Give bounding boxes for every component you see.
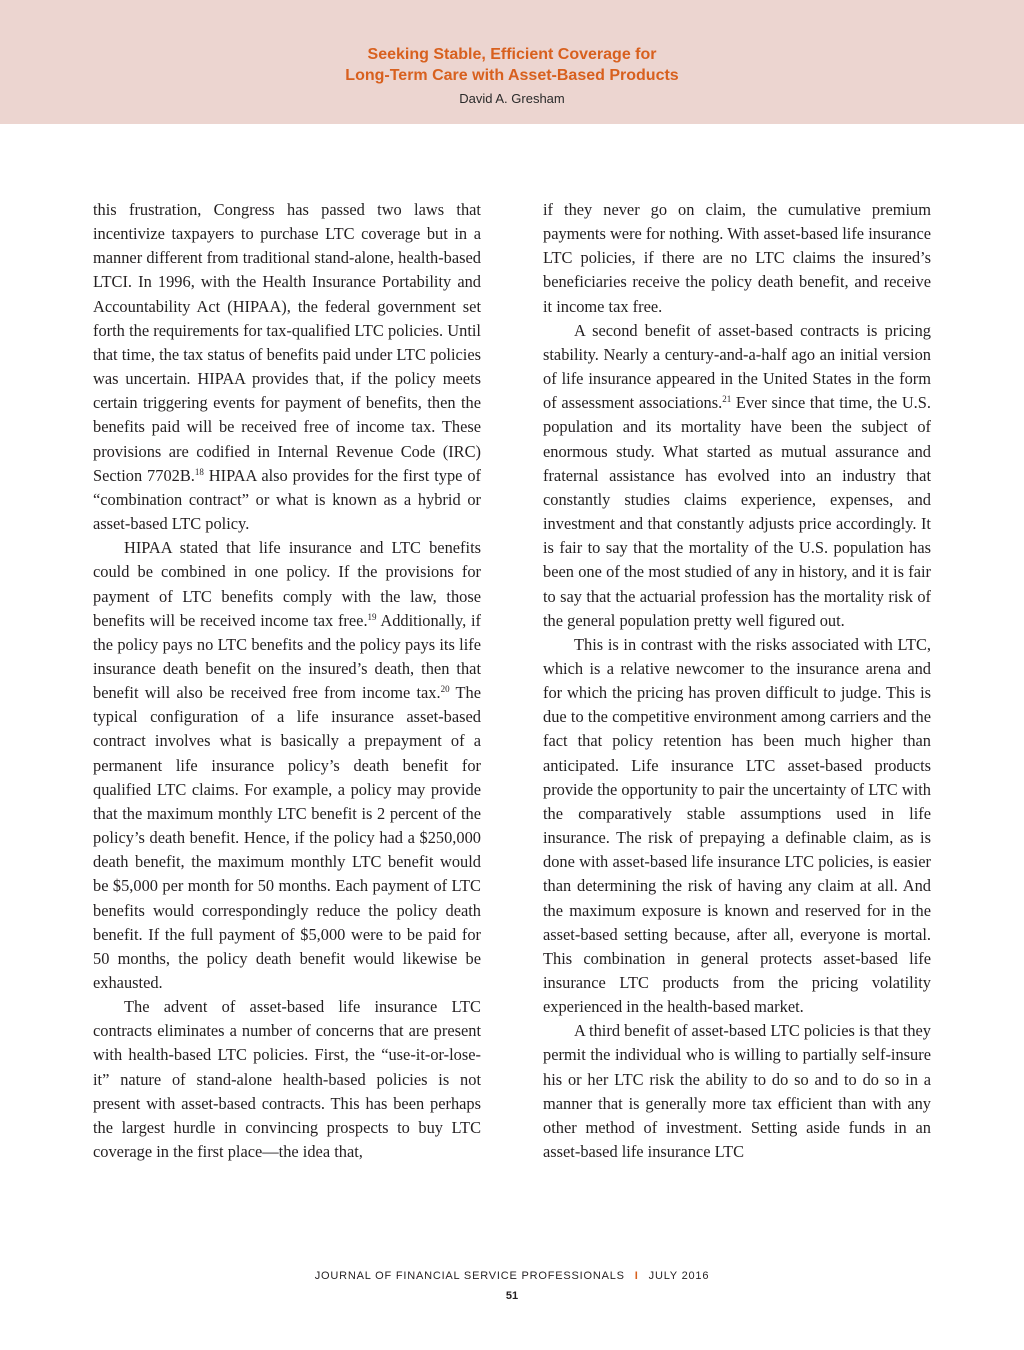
left-column: [93, 198, 481, 1164]
footnote-ref-19: 19: [367, 611, 377, 622]
right-paragraph-2: [543, 319, 931, 633]
article-author: David A. Gresham: [459, 91, 565, 106]
right-paragraph-4: A third benefit of asset-based LTC policies is that they permit the individual who is willing to partially self-insure his or her LTC risk the ability to do so and to do so in a manner that is generally more tax efficient than with any other method of investment. Setting aside funds in an asset-based life insurance LTC: [543, 1021, 931, 1162]
left-p2-text-b: Additionally, if the policy pays no LTC benefits and the policy pays its life insurance death benefit on the insured’s death, then that benefit will also be received free from income tax.: [93, 610, 481, 703]
right-p2-text-a: A second benefit of asset-based contracts is pricing stability. Nearly a century-and-a-half ago an initial version of life insurance appeared in the United States in the form of assessment associations.: [543, 320, 931, 413]
running-header: [0, 0, 1024, 124]
left-paragraph-2: [93, 536, 481, 995]
issue-date: JULY 2016: [648, 1270, 710, 1282]
left-p1-text-b: HIPAA also provides for the first type of “combination contract” or what is known as a hybrid or asset-based LTC policy.: [93, 465, 481, 534]
left-paragraph-3: The advent of asset-based life insurance LTC contracts eliminates a number of concerns that are present with health-based LTC policies. First, the “use-it-or-lose-it” nature of stand-alone health-based policies is not present with asset-based contracts. This has been perhaps the largest hurdle in convincing prospects to buy LTC coverage in the first place—the idea that,: [93, 997, 481, 1162]
page-number: 51: [505, 1290, 519, 1302]
left-p2-text-c: The typical configuration of a life insurance asset-based contract involves what is basically a prepayment of a permanent life insurance policy’s death benefit for qualified LTC claims. For example, a policy may provide that the maximum monthly LTC benefit is 2 percent of the policy’s death benefit. Hence, if the policy had a $250,000 death benefit, the maximum monthly LTC benefit would be $5,000 per month for 50 months. Each payment of LTC benefits would correspondingly reduce the policy death benefit. If the full payment of $5,000 were to be paid for 50 months, the policy death benefit would likewise be exhausted.: [93, 683, 481, 992]
right-paragraph-1: if they never go on claim, the cumulative premium payments were for nothing. With asset-based life insurance LTC policies, if there are no LTC claims the insured’s beneficiaries receive the policy death benefit, and receive it income tax free.: [543, 200, 931, 316]
journal-name: JOURNAL OF FINANCIAL SERVICE PROFESSIONALS: [314, 1270, 625, 1282]
left-p1-text-a: this frustration, Congress has passed two laws that incentivize taxpayers to purchase LTC coverage but in a manner different from traditional stand-alone, health-based LTCI. In 1996, with the Health Insurance Portability and Accountability Act (HIPAA), the federal government set forth the requirements for tax-qualified LTC policies. Until that time, the tax status of benefits paid under LTC policies was uncertain. HIPAA provides that, if the policy meets certain triggering events for payment of benefits, then the benefits paid will be received free of income tax. These provisions are codified in Internal Revenue Code (IRC) Section 7702B.: [93, 200, 481, 485]
page-footer: [0, 1270, 1024, 1302]
footnote-ref-18: 18: [194, 466, 204, 477]
left-paragraph-1: [93, 198, 481, 536]
article-title-line-2: Long-Term Care with Asset-Based Products: [345, 67, 679, 84]
footer-separator: I: [634, 1270, 639, 1282]
footnote-ref-20: 20: [440, 684, 450, 695]
article-title-line-1: Seeking Stable, Efficient Coverage for: [367, 46, 657, 63]
right-p2-text-b: Ever since that time, the U.S. population and its mortality have been the subject of enormous study. What started as mutual assurance and fraternal assistance has evolved into an industry that constantly studies claims experience, expenses, and investment and that constantly adjusts price accordingly. It is fair to say that the mortality of the U.S. population has been one of the most studied of any in history, and it is fair to say that the actuarial profession has the mortality risk of the general population pretty well figured out.: [543, 393, 931, 630]
right-column: [543, 198, 931, 1164]
left-p2-text-a: HIPAA stated that life insurance and LTC benefits could be combined in one policy. If the provisions for payment of LTC benefits comply with the law, those benefits will be received income tax free.: [93, 538, 481, 630]
article-title: [0, 0, 1024, 86]
footer-journal-line: [0, 1270, 1024, 1282]
right-paragraph-3: This is in contrast with the risks associated with LTC, which is a relative newcomer to the insurance arena and for which the pricing has proven difficult to judge. This is due to the competitive environment among carriers and the fact that policy retention has been much higher than anticipated. Life insurance LTC asset-based products provide the opportunity to pair the uncertainty of LTC with the comparatively stable assumptions used in life insurance. The risk of prepaying a definable claim, as is done with asset-based life insurance LTC policies, is easier than determining the risk of having any claim at all. And the maximum exposure is known and reserved for in the asset-based setting because, after all, everyone is mortal. This combination in general protects asset-based life insurance LTC products from the pricing volatility experienced in the health-based market.: [543, 634, 931, 1017]
footnote-ref-21: 21: [722, 394, 732, 405]
